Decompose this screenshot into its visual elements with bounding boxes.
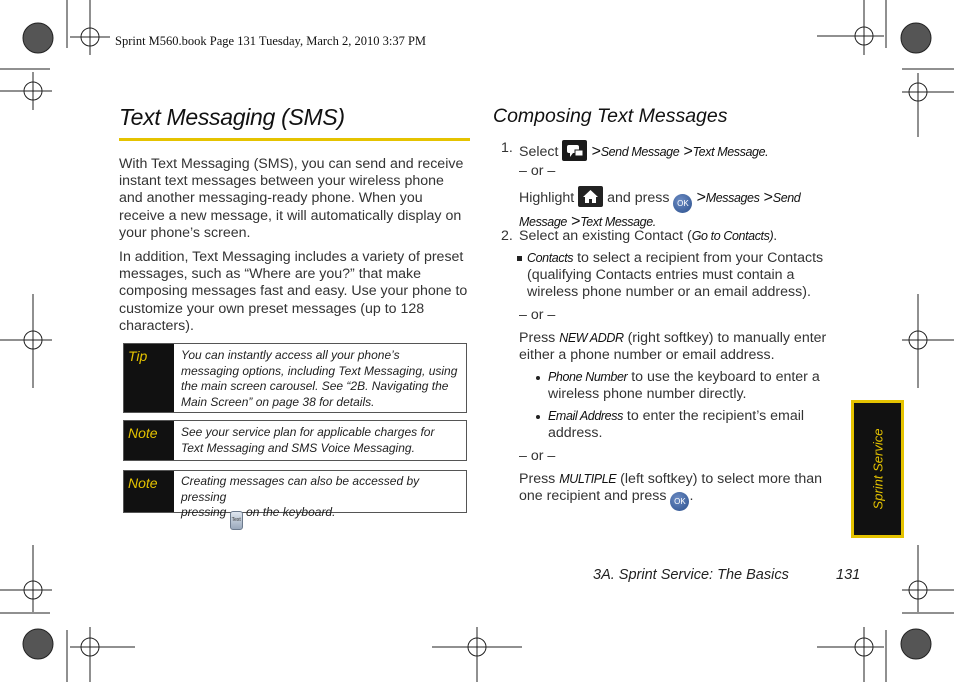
- text-key-icon: Text: [230, 511, 243, 530]
- email-text: to enter the recipient’s email address.: [548, 408, 805, 442]
- multiple-key: MULTIPLE: [559, 472, 617, 486]
- title-underline: [119, 138, 470, 141]
- press-word: Press: [519, 330, 556, 346]
- gt-5: >: [570, 213, 581, 230]
- note2-text-b: on the keyboard.: [246, 505, 336, 519]
- text-message-key: Text Message.: [692, 145, 769, 159]
- home-icon-svg: [578, 186, 603, 207]
- text-message-key-2: Text Message.: [580, 215, 656, 229]
- or-3: – or –: [519, 448, 556, 464]
- gt-1: >: [591, 143, 601, 160]
- gt-4: >: [763, 189, 773, 206]
- ok-key-icon-2: OK: [670, 492, 689, 511]
- phone-number-bullet: [536, 369, 836, 403]
- email-bullet: [536, 408, 836, 442]
- gt-2: >: [683, 143, 693, 160]
- dot-bullet-icon-2: [536, 415, 540, 419]
- period: .: [689, 488, 694, 505]
- multiple-line: [519, 471, 834, 511]
- contacts-key: Contacts: [527, 251, 574, 265]
- new-addr-text: (right softkey) to manually enter either a phone number or email address.: [519, 330, 827, 364]
- contacts-text: to select a recipient from your Contacts (qualifying Contacts entries must contain a wireless phone number or an email address).: [527, 250, 824, 301]
- step1-number: 1.: [501, 140, 513, 156]
- tip-text: You can instantly access all your phone’s messaging options, including Text Messaging, using the main screen carousel. See “2B. Navigating the Main Screen” on page 38 for details.: [181, 348, 458, 409]
- chapter-side-tab: [851, 400, 904, 538]
- tip-box: [123, 343, 467, 413]
- note-label-1: Note: [124, 421, 174, 460]
- and-press: and press: [607, 190, 670, 206]
- preset-paragraph: In addition, Text Messaging includes a variety of preset messages, such as “Where are you?” that make composing messages fast and easy. Use your phone to customize your own preset messages (up to 128 characters).: [119, 249, 468, 334]
- note-box-1: [123, 420, 467, 461]
- composing-title: Composing Text Messages: [493, 105, 728, 127]
- note-text-1: See your service plan for applicable charges for Text Messaging and SMS Voice Messaging.: [181, 425, 435, 455]
- highlight-word: Highlight: [519, 190, 575, 206]
- contacts-bullet: [517, 250, 837, 302]
- print-header: Sprint M560.book Page 131 Tuesday, March 2, 2010 3:37 PM: [115, 34, 427, 48]
- side-tab-label: Sprint Service: [870, 428, 885, 510]
- note2-text-a: Creating messages can also be accessed by pressing: [181, 474, 420, 504]
- intro-paragraph: With Text Messaging (SMS), you can send and receive instant text messages between your wireless phone and another messaging-ready phone. When you receive a new message, it will automatically display on your phone’s screen.: [119, 156, 464, 241]
- step2-text-a: Select an existing Contact (: [519, 228, 692, 244]
- or-1: – or –: [519, 163, 556, 179]
- press-word-2: Press: [519, 471, 556, 487]
- step1-alt-line: [519, 186, 839, 231]
- note-label-2: Note: [124, 471, 174, 512]
- note-box-2: [123, 470, 467, 523]
- step2-text-b: .: [773, 228, 778, 244]
- send-message-key-2: Send Message: [519, 191, 801, 229]
- messages-key: Messages: [705, 191, 760, 205]
- note-text-2: [174, 471, 466, 523]
- home-icon: [578, 186, 603, 207]
- messaging-icon: [562, 140, 587, 161]
- tip-label: Tip: [124, 344, 174, 412]
- step1-line: [519, 140, 768, 161]
- or-2: – or –: [519, 307, 556, 323]
- phone-number-text: to use the keyboard to enter a wireless phone number directly.: [548, 369, 820, 403]
- new-addr-key: NEW ADDR: [559, 331, 624, 345]
- new-addr-line: [519, 330, 839, 364]
- ok-key-icon: OK: [673, 194, 692, 213]
- email-address-key: Email Address: [548, 409, 623, 423]
- square-bullet-icon: [517, 256, 522, 261]
- go-to-contacts-key: Go to Contacts): [691, 229, 774, 243]
- phone-number-key: Phone Number: [548, 370, 628, 384]
- messaging-icon-svg: [562, 140, 587, 161]
- footer-section: 3A. Sprint Service: The Basics: [593, 567, 789, 583]
- dot-bullet-icon: [536, 376, 540, 380]
- step1-select: Select: [519, 144, 559, 160]
- step2-line: [519, 228, 777, 245]
- step2-number: 2.: [501, 228, 513, 244]
- section-title: Text Messaging (SMS): [119, 104, 345, 130]
- multiple-text: (left softkey) to select more than one recipient and press: [519, 471, 823, 505]
- page-number: 131: [836, 567, 861, 583]
- send-message-key: Send Message: [600, 145, 680, 159]
- note2-pressing: pressing: [181, 505, 227, 519]
- gt-3: >: [696, 189, 706, 206]
